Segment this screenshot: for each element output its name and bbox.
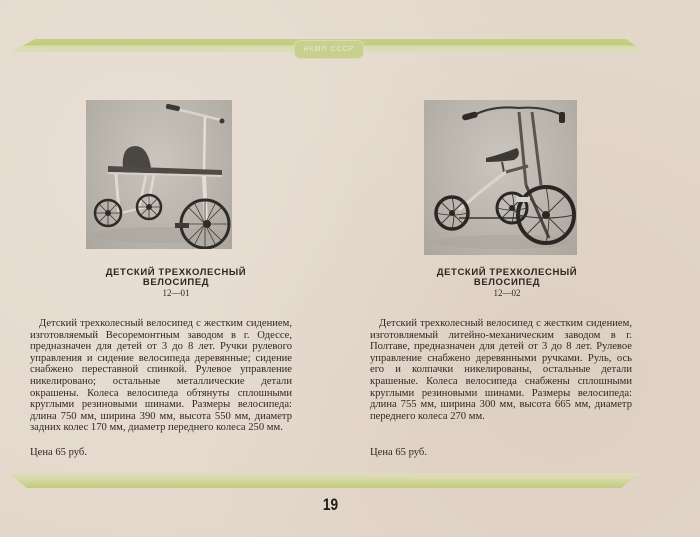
product-title-12-02 bbox=[367, 268, 647, 298]
product-title-12-01 bbox=[36, 268, 316, 298]
product-price-12-01: Цена 65 руб. bbox=[30, 447, 87, 458]
page-number: 19 bbox=[322, 495, 339, 514]
product-description-12-01: Детский трехколесный велосипед с жестким сидением, изготовляемый Весоремонтным заводом в г. Одессе, предназначен для детей от 3 до 8 лет. Ручки рулевого управления и сидение велосипеда деревянные; сидение снабжено переставной спинкой. Рулевое управление никелировано; остальные металлические детали окрашены. Колеса велосипеда обтянуты сплошными круглыми резиновыми шинами. Размеры велосипеда: длина 750 мм, ширина 390 мм, высота 550 мм, диаметр задних колес 170 мм, диаметр переднего колеса 250 мм. bbox=[30, 318, 292, 434]
header-badge: НКМП СССР bbox=[294, 40, 364, 59]
tricycle-platform-illustration bbox=[86, 100, 232, 249]
product-title-line-1: ДЕТСКИЙ ТРЕХКОЛЕСНЫЙ bbox=[105, 267, 247, 278]
product-price-12-02: Цена 65 руб. bbox=[370, 447, 427, 458]
product-photo-12-01 bbox=[86, 100, 232, 249]
product-description-12-02: Детский трехколесный велосипед с жестким сидением, изготовляемый литейно-механическим заводом в г. Полтаве, предназначен для детей от 3 до 8 лет. Рулевое управление снабжено деревянными ручками. Руль, ось его и колпачки никелированы, остальные детали крашеные. Колеса велосипеда снабжены сплошными круглыми резиновыми шинами. Размеры велосипеда: длина 755 мм, ширина 300 мм, высота 665 мм, диаметр переднего колеса 270 мм. bbox=[370, 318, 632, 422]
product-code: 12—01 bbox=[162, 288, 190, 298]
tricycle-saddle-illustration bbox=[424, 100, 577, 255]
product-title-line-1: ДЕТСКИЙ ТРЕХКОЛЕСНЫЙ bbox=[436, 267, 578, 278]
product-title-line-2: ВЕЛОСИПЕД bbox=[473, 277, 541, 288]
bottom-decorative-band bbox=[8, 473, 640, 488]
product-title-line-2: ВЕЛОСИПЕД bbox=[142, 277, 210, 288]
product-code: 12—02 bbox=[493, 288, 521, 298]
product-photo-12-02 bbox=[424, 100, 577, 255]
